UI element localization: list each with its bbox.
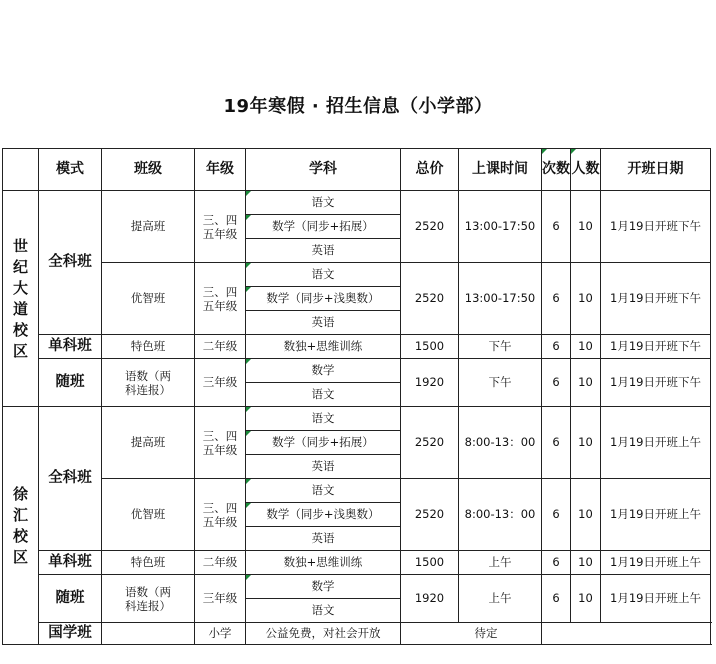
table-row: [3, 335, 711, 359]
subject-cell: 语文: [246, 599, 401, 623]
header-class: 班级: [102, 149, 195, 191]
subject-cell: 数学（同步+拓展）: [246, 431, 401, 455]
start-date-cell: 1月19日开班下午: [601, 335, 711, 359]
header-row: [3, 149, 711, 191]
subject-cell: 数独+思维训练: [246, 551, 401, 575]
blank-cell: [542, 623, 711, 645]
table-row: [3, 407, 711, 431]
subject-cell: 英语: [246, 455, 401, 479]
header-people: 人数: [571, 149, 601, 191]
header-times: 次数: [542, 149, 571, 191]
time-cell: 8:00-13：00: [459, 407, 542, 479]
class-name: 优智班: [102, 479, 195, 551]
header-start-date: 开班日期: [601, 149, 711, 191]
time-cell: 8:00-13：00: [459, 479, 542, 551]
people-cell: 10: [571, 479, 601, 551]
subject-cell: 语文: [246, 407, 401, 431]
times-cell: 6: [542, 335, 571, 359]
subject-cell: 公益免费，对社会开放: [246, 623, 401, 645]
start-date-cell: 1月19日开班上午: [601, 479, 711, 551]
time-cell: 上午: [459, 551, 542, 575]
subject-cell: 英语: [246, 527, 401, 551]
mode-guoxue: 国学班: [39, 623, 102, 645]
mode-single: 单科班: [39, 551, 102, 575]
times-cell: 6: [542, 479, 571, 551]
start-date-cell: 1月19日开班上午: [601, 407, 711, 479]
times-cell: 6: [542, 191, 571, 263]
subject-cell: 数学: [246, 575, 401, 599]
enrollment-table: [2, 148, 711, 645]
people-cell: 10: [571, 359, 601, 407]
table-row: [3, 551, 711, 575]
subject-cell: 语文: [246, 479, 401, 503]
mode-single: 单科班: [39, 335, 102, 359]
grade-cell: 小学: [195, 623, 246, 645]
price-cell: 2520: [401, 263, 459, 335]
price-cell: 1500: [401, 551, 459, 575]
mode-follow: 随班: [39, 575, 102, 623]
subject-cell: 语文: [246, 383, 401, 407]
table-row: [3, 479, 711, 503]
grade-cell: 三年级: [195, 359, 246, 407]
price-cell: 2520: [401, 479, 459, 551]
people-cell: 10: [571, 335, 601, 359]
time-cell: 13:00-17:50: [459, 191, 542, 263]
table-row: [3, 191, 711, 215]
mode-full: 全科班: [39, 407, 102, 551]
header-subject: 学科: [246, 149, 401, 191]
campus-name-century-avenue: 世纪大道校区: [3, 191, 39, 407]
price-cell: 1500: [401, 335, 459, 359]
subject-cell: 数学（同步+拓展）: [246, 215, 401, 239]
mode-follow: 随班: [39, 359, 102, 407]
class-name: 语数（两科连报）: [102, 359, 195, 407]
price-cell: 1920: [401, 359, 459, 407]
time-cell: 待定: [401, 623, 542, 645]
people-cell: 10: [571, 575, 601, 623]
people-cell: 10: [571, 263, 601, 335]
time-cell: 下午: [459, 335, 542, 359]
subject-cell: 数学: [246, 359, 401, 383]
times-cell: 6: [542, 263, 571, 335]
times-cell: 6: [542, 575, 571, 623]
price-cell: 2520: [401, 407, 459, 479]
grade-cell: 三年级: [195, 575, 246, 623]
grade-cell: 二年级: [195, 335, 246, 359]
time-cell: 下午: [459, 359, 542, 407]
time-cell: 13:00-17:50: [459, 263, 542, 335]
class-name: 语数（两科连报）: [102, 575, 195, 623]
class-name: 特色班: [102, 335, 195, 359]
grade-cell: 三、四五年级: [195, 407, 246, 479]
header-mode: 模式: [39, 149, 102, 191]
mode-full: 全科班: [39, 191, 102, 335]
page-title: 19年寒假 · 招生信息（小学部）: [223, 96, 493, 117]
subject-cell: 语文: [246, 191, 401, 215]
times-cell: 6: [542, 359, 571, 407]
subject-cell: 英语: [246, 239, 401, 263]
subject-cell: 数学（同步+浅奥数）: [246, 287, 401, 311]
times-cell: 6: [542, 407, 571, 479]
start-date-cell: 1月19日开班下午: [601, 359, 711, 407]
start-date-cell: 1月19日开班下午: [601, 263, 711, 335]
table-row: [3, 263, 711, 287]
class-name: 提高班: [102, 191, 195, 263]
class-name: 特色班: [102, 551, 195, 575]
subject-cell: 数独+思维训练: [246, 335, 401, 359]
campus-name-xuhui: 徐汇校区: [3, 407, 39, 645]
header-grade: 年级: [195, 149, 246, 191]
start-date-cell: 1月19日开班上午: [601, 575, 711, 623]
table-row: [3, 575, 711, 599]
class-name: 优智班: [102, 263, 195, 335]
times-cell: 6: [542, 551, 571, 575]
price-cell: 2520: [401, 191, 459, 263]
header-blank: [3, 149, 39, 191]
price-cell: 1920: [401, 575, 459, 623]
people-cell: 10: [571, 551, 601, 575]
header-price: 总价: [401, 149, 459, 191]
subject-cell: 英语: [246, 311, 401, 335]
time-cell: 上午: [459, 575, 542, 623]
grade-cell: 二年级: [195, 551, 246, 575]
class-name-empty: [102, 623, 195, 645]
subject-cell: 语文: [246, 263, 401, 287]
people-cell: 10: [571, 407, 601, 479]
start-date-cell: 1月19日开班下午: [601, 191, 711, 263]
subject-cell: 数学（同步+浅奥数）: [246, 503, 401, 527]
grade-cell: 三、四五年级: [195, 263, 246, 335]
table-row: [3, 359, 711, 383]
start-date-cell: 1月19日开班上午: [601, 551, 711, 575]
class-name: 提高班: [102, 407, 195, 479]
grade-cell: 三、四五年级: [195, 191, 246, 263]
people-cell: 10: [571, 191, 601, 263]
grade-cell: 三、四五年级: [195, 479, 246, 551]
table-row: [3, 623, 711, 645]
header-time: 上课时间: [459, 149, 542, 191]
